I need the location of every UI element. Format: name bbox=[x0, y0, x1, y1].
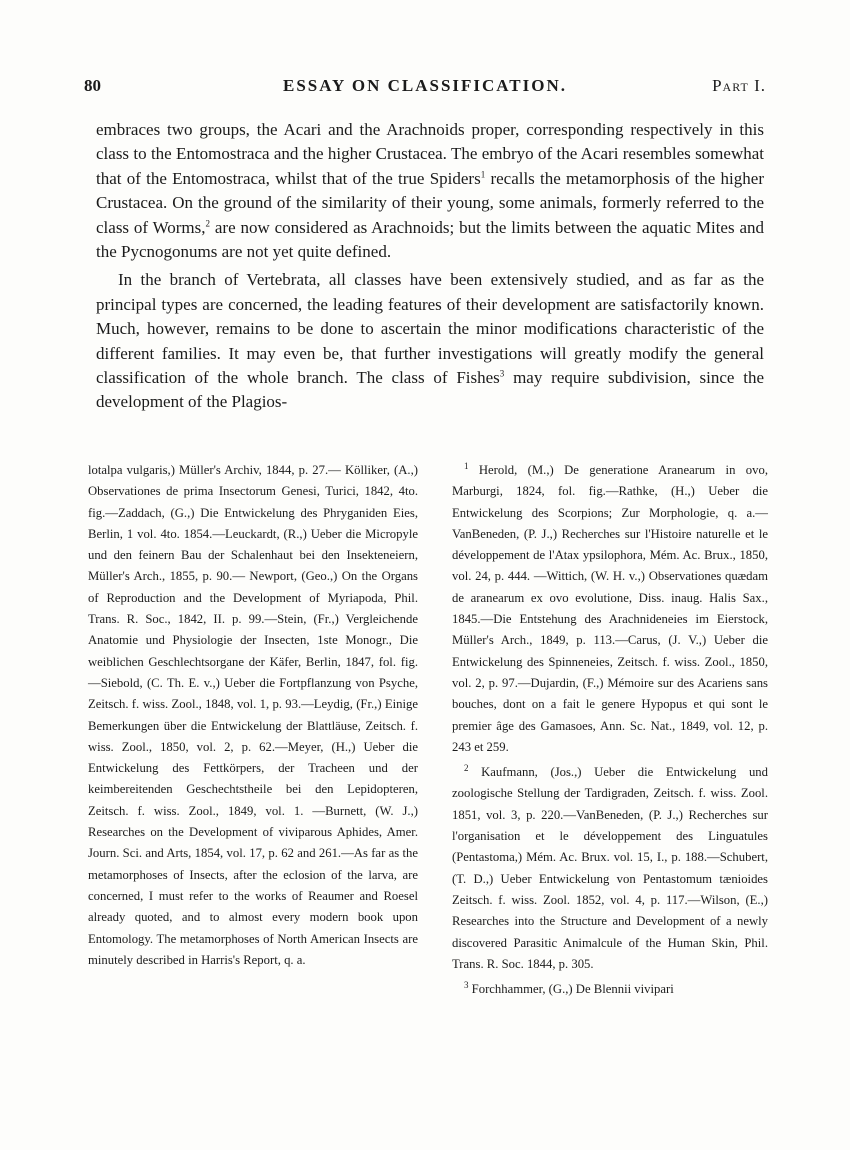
text-run: recalls the metamorphosis of the higher Crustacea. On the ground of the similarity of their young, some animals, formerly referred to the class of Worms, bbox=[96, 168, 764, 237]
text-run: are now considered as Arachnoids; but the limits between the aquatic Mites and the Pycnogonums are not yet quite defined. bbox=[96, 217, 764, 262]
footnote-3 bbox=[452, 979, 768, 1000]
part-label: Part I. bbox=[712, 76, 766, 95]
footnote-ref: 1 bbox=[480, 169, 486, 180]
paragraph-vertebrata bbox=[96, 268, 764, 414]
footnote-text: Herold, (M.,) De generatione Aranearum in ovo, Marburgi, 1824, fol. fig.—Rathke, (H.,) Ueber die Entwickelung des Scorpions; Zur Morphologie, q. a.—VanBeneden, (P. J.,) Recherches sur l'Histoire naturelle et le développement de l'Atax ypsilophora, Mém. Ac. Brux., 1850, vol. 24, p. 444. —Wittich, (W. H. v.,) Observationes quædam de aranearum ex ovo evolutione, Diss. inaug. Halis Sax., 1845.—Die Entstehung des Arachnideneies im Eierstock, Müller's Arch., 1849, p. 113.—Carus, (J. V.,) Ueber die Entwickelung des Spinneneies, Zeitsch. f. wiss. Zool., 1850, vol. 2, p. 97.—Dujardin, (F.,) Mémoire sur des Acariens sans bouches, dont on a fait le genere Hypopus et qui sont le premier âge des Gamasoes, Ann. Sc. Nat., 1849, vol. 12, p. 243 et 259. bbox=[452, 463, 768, 754]
paragraph-arachnids bbox=[96, 118, 764, 264]
footnote-mark: 3 bbox=[464, 979, 469, 990]
footnote-text: Forchhammer, (G.,) De Blennii vivipari bbox=[468, 982, 674, 997]
text-run: In the branch of Vertebrata, all classes have been extensively studied, and as far as the principal types are concerned, the leading features of their development are satisfactorily known. Much, however, remains to be done to ascertain the minor modifications characteristic of the different families. It may even be, that further investigations will greatly modify the general classification of the whole branch. The class of Fishes bbox=[96, 270, 764, 388]
text-run: may require subdivision, since the development of the Plagios- bbox=[96, 368, 764, 412]
footnote-1 bbox=[452, 460, 768, 758]
footnote-ref: 2 bbox=[205, 217, 211, 228]
footnote-continuation: lotalpa vulgaris,) Müller's Archiv, 1844, p. 27.— Kölliker, (A.,) Observationes de prima Insectorum Genesi, Turici, 1842, 4to. fig.—Zaddach, (G.,) Die Entwickelung des Phryganiden Eies, Berlin, 1 vol. 4to. 1854.—Leuckardt, (R.,) Ueber die Micropyle und den feinern Bau der Schalenhaut bei den Insekteneiern, Müller's Arch., 1855, p. 90.— Newport, (Geo.,) On the Organs of Reproduction and the Development of Myriapoda, Phil. Trans. R. Soc., 1842, II. p. 99.—Stein, (Fr.,) Vergleichende Anatomie und Physiologie der Insecten, 1ste Monogr., Die weiblichen Geschlechtsorgane der Käfer, Berlin, 1847, fol. fig.—Siebold, (C. Th. E. v.,) Ueber die Fortpflanzung von Psyche, Zeitsch. f. wiss. Zool., 1848, vol. 1, p. 93.—Leydig, (Fr.,) Einige Bemerkungen über die Entwickelung der Blattläuse, Zeitsch. f. wiss. Zool., 1850, vol. 2, p. 62.—Meyer, (H.,) Ueber die Entwickelung des Fettkörpers, der Tracheen und der keimbereitenden Geschechtstheile bei den Lepidopteren, Zeitsch. f. wiss. Zool., 1849, vol. 1. —Burnett, (W. J.,) Researches on the Development of viviparous Aphides, Amer. Journ. Sci. and Arts, 1854, vol. 17, p. 62 and 261.—As far as the metamorphoses of Insects, after the eclosion of the larva, are concerned, I must refer to the works of Reaumer and Roesel already quoted, and to almost every modern book upon Entomology. The metamorphoses of North American Insects are minutely described in Harris's Report, q. a. bbox=[88, 463, 418, 967]
footnote-text: Kaufmann, (Jos.,) Ueber die Entwickelung und zoologische Stellung der Tardigraden, Zeitsch. f. wiss. Zool. 1851, vol. 3, p. 220.—VanBeneden, (P. J.,) Recherches sur l'organisation et le développement des Linguatules (Pentastoma,) Mém. Ac. Brux. vol. 15, I., p. 188.—Schubert, (T. D.,) Ueber Entwickelung von Pentastomum tænioides Zeitsch. f. wiss. Zool. 1852, vol. 4, p. 117.—Wilson, (E.,) Researches into the Structure and Development of a newly discovered Parasitic Animalcule of the Human Skin, Phil. Trans. R. Soc. 1844, p. 305. bbox=[452, 765, 768, 971]
footnotes-left-column bbox=[88, 460, 418, 971]
page-number: 80 bbox=[84, 76, 101, 95]
footnotes-right-column bbox=[452, 460, 768, 1000]
running-header bbox=[84, 76, 766, 102]
footnote-ref: 3 bbox=[499, 368, 505, 379]
footnote-2 bbox=[452, 762, 768, 975]
footnote-mark: 2 bbox=[464, 762, 469, 773]
running-title: ESSAY ON CLASSIFICATION. bbox=[282, 76, 568, 95]
footnote-mark: 1 bbox=[464, 460, 469, 471]
main-text bbox=[96, 118, 764, 415]
text-run: embraces two groups, the Acari and the Arachnoids proper, corresponding respectively in this class to the Entomostraca and the higher Crustacea. The embryo of the Acari resembles somewhat that of the Entomostraca, whilst that of the true Spiders bbox=[96, 120, 764, 188]
